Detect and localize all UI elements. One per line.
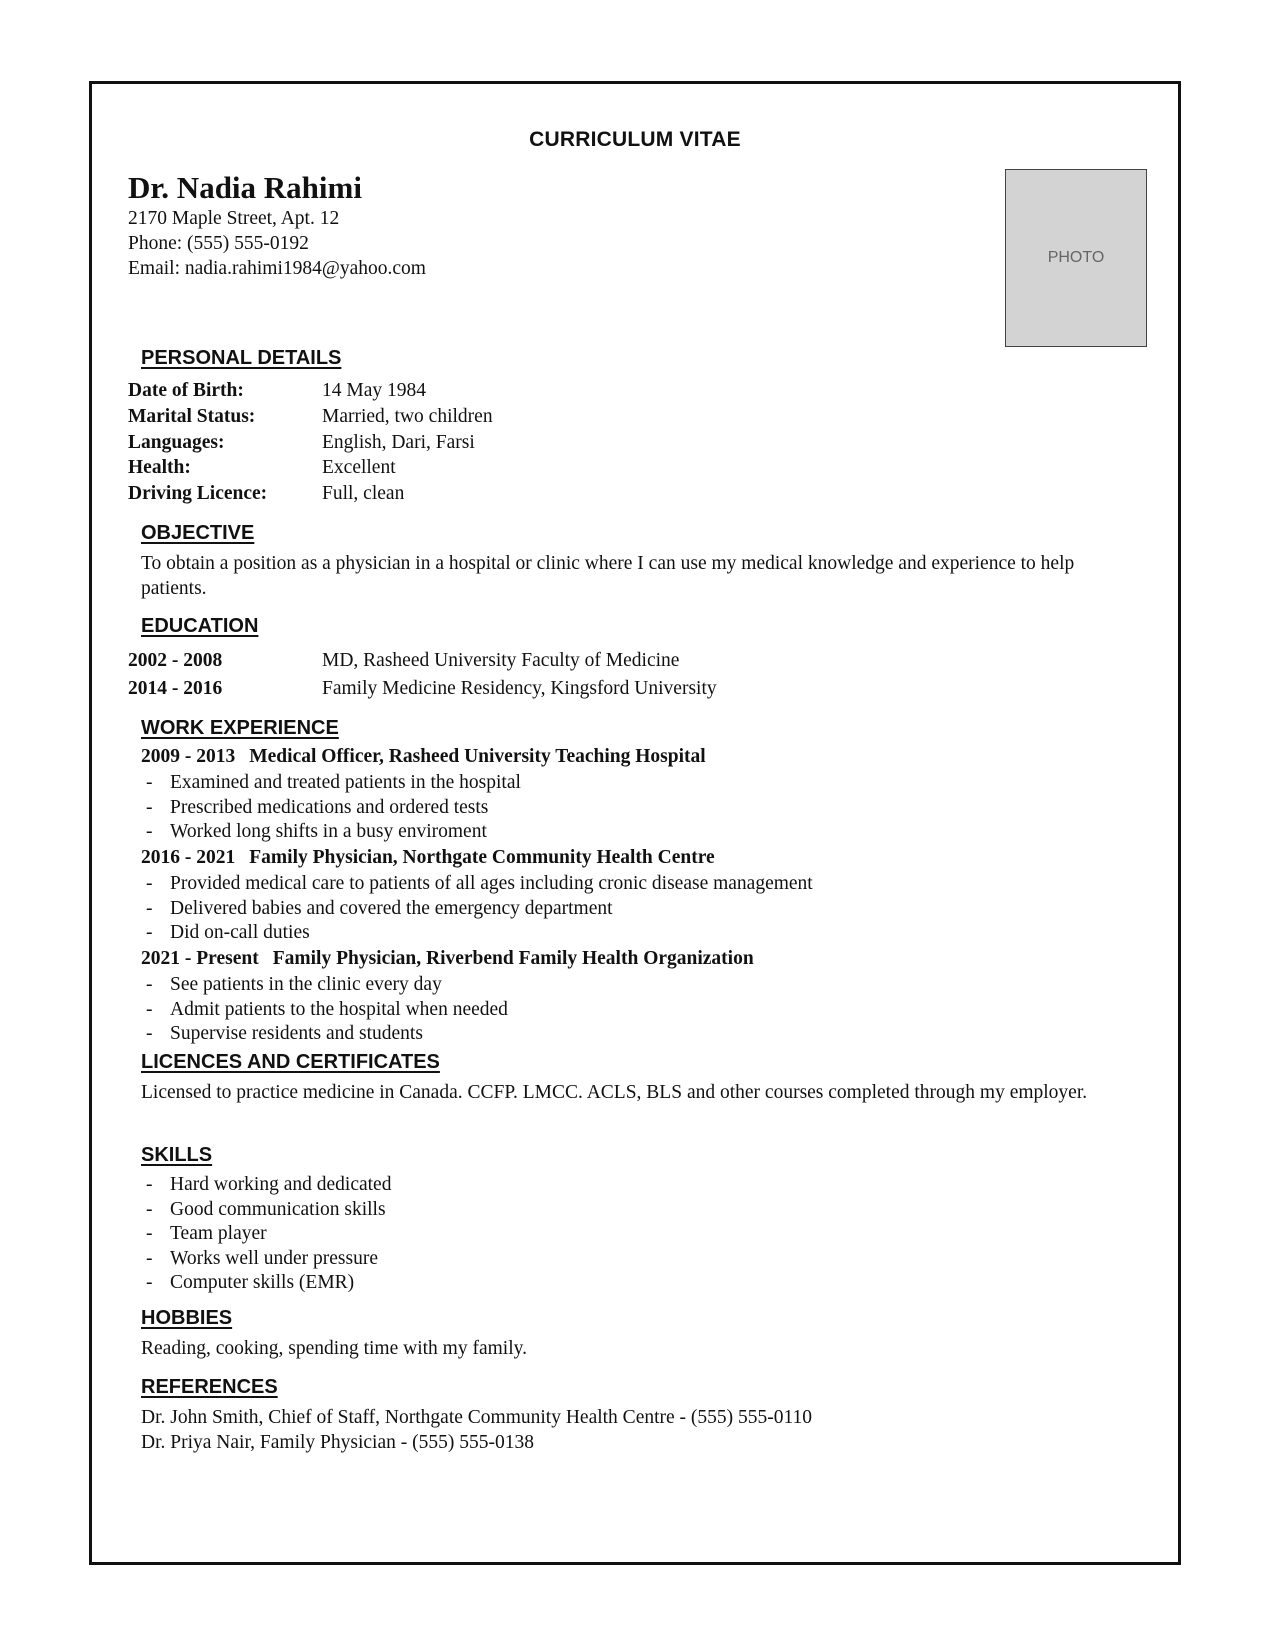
- education-period: 2002 - 2008: [128, 650, 223, 671]
- job-heading: [141, 847, 715, 869]
- contact-block: [128, 206, 426, 281]
- personal-detail-row: [128, 378, 493, 404]
- list-item: [141, 771, 521, 796]
- reference-line: Dr. Priya Nair, Family Physician - (555) 555-0138: [141, 1432, 534, 1453]
- list-item: [141, 1271, 391, 1296]
- objective-text: To obtain a position as a physician in a hospital or clinic where I can use my medical knowledge and experience to help patients.: [141, 553, 1075, 599]
- list-item: [141, 1198, 391, 1223]
- job-duties-list: [141, 872, 813, 946]
- skills-list: [141, 1173, 391, 1296]
- list-item: [141, 872, 813, 897]
- personal-details-heading: PERSONAL DETAILS: [141, 347, 342, 369]
- licences-heading: LICENCES AND CERTIFICATES: [141, 1051, 440, 1073]
- address-line: 2170 Maple Street, Apt. 12: [128, 208, 340, 229]
- duty-text: Worked long shifts in a busy enviroment: [170, 821, 487, 842]
- detail-label: Marital Status:: [128, 405, 256, 427]
- personal-detail-row: [128, 404, 493, 430]
- education-heading: EDUCATION: [141, 615, 259, 637]
- work-experience-heading: WORK EXPERIENCE: [141, 717, 339, 739]
- hobbies-text: Reading, cooking, spending time with my family.: [141, 1338, 527, 1359]
- list-item: [141, 973, 508, 998]
- duty-text: Prescribed medications and ordered tests: [170, 796, 489, 818]
- list-item: [141, 820, 521, 845]
- detail-label: Driving Licence:: [128, 483, 268, 505]
- objective-heading: OBJECTIVE: [141, 522, 255, 544]
- list-item: [141, 1173, 391, 1198]
- bullet-dash: -: [146, 873, 153, 894]
- bullet-dash: -: [146, 1198, 153, 1220]
- list-item: [141, 998, 508, 1023]
- document-title: CURRICULUM VITAE: [529, 128, 741, 151]
- detail-label: Languages:: [128, 431, 225, 453]
- duty-text: Examined and treated patients in the hospital: [170, 772, 521, 793]
- cv-page-frame: [89, 81, 1181, 1565]
- job-heading: [141, 746, 706, 768]
- job-title: Family Physician, Northgate Community Health Centre: [249, 847, 715, 868]
- personal-detail-row: [128, 481, 493, 507]
- bullet-dash: -: [146, 998, 153, 1020]
- bullet-dash: -: [146, 897, 153, 919]
- education-row: [128, 675, 717, 703]
- bullet-dash: -: [146, 821, 153, 842]
- duty-text: Delivered babies and covered the emergency department: [170, 897, 613, 919]
- detail-value: Excellent: [322, 457, 396, 479]
- bullet-dash: -: [146, 1223, 153, 1244]
- references-list: [141, 1405, 1141, 1455]
- list-item: [141, 1222, 391, 1247]
- skill-text: Hard working and dedicated: [170, 1174, 392, 1195]
- candidate-name: Dr. Nadia Rahimi: [128, 170, 362, 205]
- detail-label: Date of Birth:: [128, 380, 244, 401]
- photo-placeholder-label: PHOTO: [1047, 249, 1105, 266]
- bullet-dash: -: [146, 796, 153, 818]
- bullet-dash: -: [146, 1174, 153, 1195]
- licences-text: Licensed to practice medicine in Canada. CCFP. LMCC. ACLS, BLS and other courses completed through my employer.: [141, 1082, 1088, 1103]
- bullet-dash: -: [146, 1272, 153, 1293]
- bullet-dash: -: [146, 1023, 153, 1044]
- personal-details-table: [128, 378, 493, 507]
- job-period: 2021 - Present: [141, 948, 259, 969]
- job-heading: [141, 948, 754, 970]
- skill-text: Team player: [170, 1223, 267, 1244]
- list-item: [141, 1022, 508, 1047]
- job-period: 2016 - 2021: [141, 847, 236, 868]
- detail-label: Health:: [128, 457, 191, 479]
- detail-value: Full, clean: [322, 483, 405, 505]
- list-item: [141, 796, 521, 821]
- education-degree: MD, Rasheed University Faculty of Medicine: [322, 650, 680, 671]
- job-duties-list: [141, 771, 521, 845]
- skill-text: Computer skills (EMR): [170, 1272, 355, 1293]
- list-item: [141, 1247, 391, 1272]
- reference-line: Dr. John Smith, Chief of Staff, Northgate Community Health Centre - (555) 555-0110: [141, 1407, 813, 1428]
- references-heading: REFERENCES: [141, 1376, 278, 1398]
- hobbies-heading: HOBBIES: [141, 1307, 233, 1329]
- duty-text: Provided medical care to patients of all ages including cronic disease management: [170, 873, 813, 894]
- phone-line: Phone: (555) 555-0192: [128, 233, 309, 254]
- photo-placeholder: [1005, 169, 1147, 347]
- detail-value: Married, two children: [322, 405, 493, 427]
- bullet-dash: -: [146, 922, 153, 943]
- detail-value: English, Dari, Farsi: [322, 431, 475, 453]
- duty-text: See patients in the clinic every day: [170, 974, 442, 995]
- email-line: Email: nadia.rahimi1984@yahoo.com: [128, 258, 426, 279]
- job-title: Medical Officer, Rasheed University Teaching Hospital: [249, 746, 706, 767]
- list-item: [141, 921, 813, 946]
- bullet-dash: -: [146, 974, 153, 995]
- list-item: [141, 897, 813, 922]
- skill-text: Good communication skills: [170, 1198, 386, 1220]
- job-duties-list: [141, 973, 508, 1047]
- skills-heading: SKILLS: [141, 1144, 213, 1166]
- personal-detail-row: [128, 430, 493, 456]
- skill-text: Works well under pressure: [170, 1247, 378, 1269]
- education-table: [128, 647, 717, 703]
- duty-text: Supervise residents and students: [170, 1023, 423, 1044]
- bullet-dash: -: [146, 772, 153, 793]
- education-degree: Family Medicine Residency, Kingsford University: [322, 678, 717, 699]
- education-period: 2014 - 2016: [128, 678, 223, 699]
- duty-text: Admit patients to the hospital when needed: [170, 998, 508, 1020]
- personal-detail-row: [128, 455, 493, 481]
- job-title: Family Physician, Riverbend Family Health Organization: [272, 948, 754, 969]
- duty-text: Did on-call duties: [170, 922, 310, 943]
- detail-value: 14 May 1984: [322, 380, 426, 401]
- education-row: [128, 647, 717, 675]
- job-period: 2009 - 2013: [141, 746, 236, 767]
- bullet-dash: -: [146, 1247, 153, 1269]
